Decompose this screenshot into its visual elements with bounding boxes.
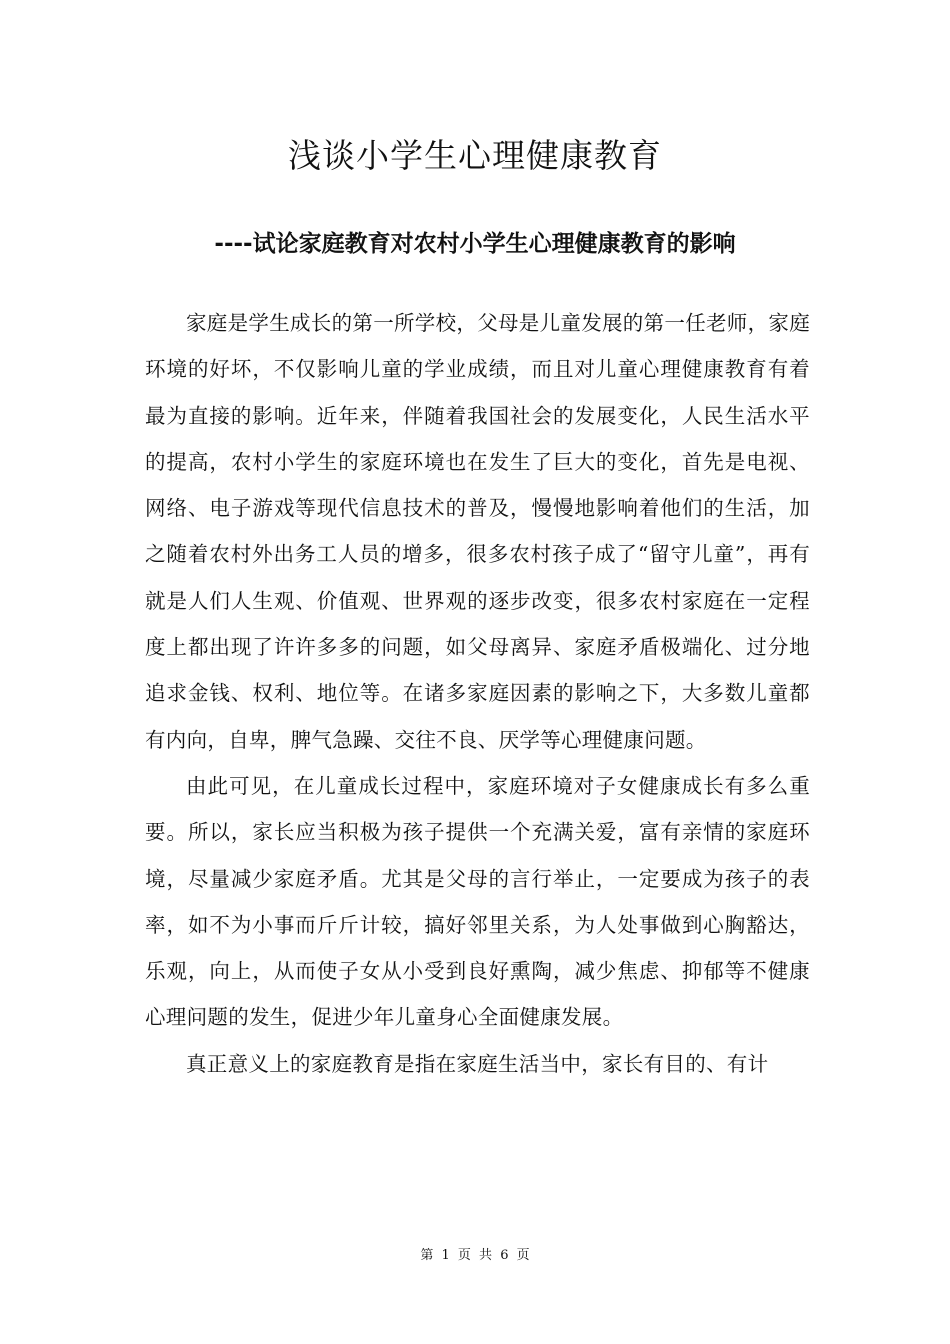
paragraph-1: 家庭是学生成长的第一所学校，父母是儿童发展的第一任老师，家庭环境的好坏，不仅影响儿童的学业成绩，而且对儿童心理健康教育有着最为直接的影响。近年来，伴随着我国社会的发展变化，人民生活水平的提高，农村小学生的家庭环境也在发生了巨大的变化，首先是电视、网络、电子游戏等现代信息技术的普及，慢慢地影响着他们的生活，加之随着农村外出务工人员的增多，很多农村孩子成了“留守儿童”，再有就是人们人生观、价值观、世界观的逐步改变，很多农村家庭在一定程度上都出现了许许多多的问题，如父母离异、家庭矛盾极端化、过分地追求金钱、权利、地位等。在诸多家庭因素的影响之下，大多数儿童都有内向，自卑，脾气急躁、交往不良、厌学等心理健康问题。 [145, 311, 810, 752]
document-subtitle: ----试论家庭教育对农村小学生心理健康教育的影响 [214, 231, 736, 257]
document-title: 浅谈小学生心理健康教育 [288, 136, 662, 175]
paragraph-2: 由此可见，在儿童成长过程中，家庭环境对子女健康成长有多么重要。所以，家长应当积极为孩子提供一个充满关爱，富有亲情的家庭环境，尽量减少家庭矛盾。尤其是父母的言行举止，一定要成为孩子的表率，如不为小事而斤斤计较，搞好邻里关系，为人处事做到心胸豁达，乐观，向上，从而使子女从小受到良好熏陶，减少焦虑、抑郁等不健康心理问题的发生，促进少年儿童身心全面健康发展。 [145, 773, 810, 1030]
page-number-footer: 第 1 页 共 6 页 [420, 1248, 530, 1263]
paragraph-3: 真正意义上的家庭教育是指在家庭生活当中，家长有目的、有计 [186, 1051, 769, 1076]
document-body [145, 300, 810, 1087]
